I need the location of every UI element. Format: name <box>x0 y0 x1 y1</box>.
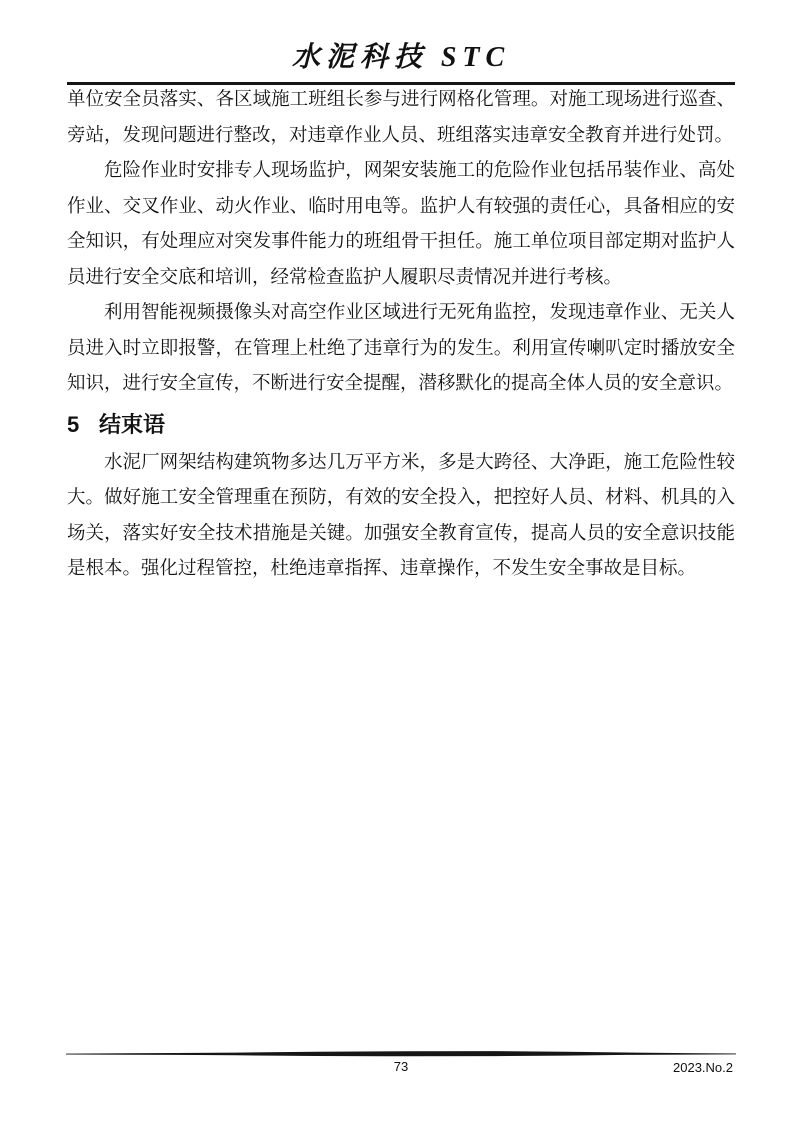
body-paragraph: 单位安全员落实、各区域施工班组长参与进行网格化管理。对施工现场进行巡查、旁站，发现问题进行整改，对违章作业人员、班组落实违章安全教育并进行处罚。 <box>67 90 735 146</box>
footer-rule <box>66 1050 736 1058</box>
body-paragraph: 利用智能视频摄像头对高空作业区域进行无死角监控，发现违章作业、无关人员进入时立即报警，在管理上杜绝了违章行为的发生。利用宣传喇叭定时播放安全知识，进行安全宣传，不断进行安全提醒，潜移默化的提高全体人员的安全意识。 <box>67 303 735 394</box>
article-body <box>67 83 735 588</box>
section-title: 结束语 <box>99 411 166 437</box>
journal-title: 水泥科技 STC <box>291 42 511 73</box>
issue-label: 2023.No.2 <box>673 1060 733 1075</box>
section-heading <box>67 410 735 440</box>
page-header <box>67 40 735 85</box>
page-number: 73 <box>393 1059 409 1074</box>
section-number: 5 <box>67 411 80 437</box>
footer-row <box>66 1059 736 1077</box>
body-paragraph: 水泥厂网架结构建筑物多达几万平方米，多是大跨径、大净距，施工危险性较大。做好施工安全管理重在预防，有效的安全投入，把控好人员、材料、机具的入场关，落实好安全技术措施是关键。加强安全教育宣传，提高人员的安全意识技能是根本。强化过程管控，杜绝违章指挥、违章操作，不发生安全事故是目标。 <box>67 452 735 579</box>
page-footer <box>66 1050 736 1077</box>
body-paragraph: 危险作业时安排专人现场监护，网架安装施工的危险作业包括吊装作业、高处作业、交叉作业、动火作业、临时用电等。监护人有较强的责任心，具备相应的安全知识，有处理应对突发事件能力的班组骨干担任。施工单位项目部定期对监护人员进行安全交底和培训，经常检查监护人履职尽责情况并进行考核。 <box>67 161 735 288</box>
